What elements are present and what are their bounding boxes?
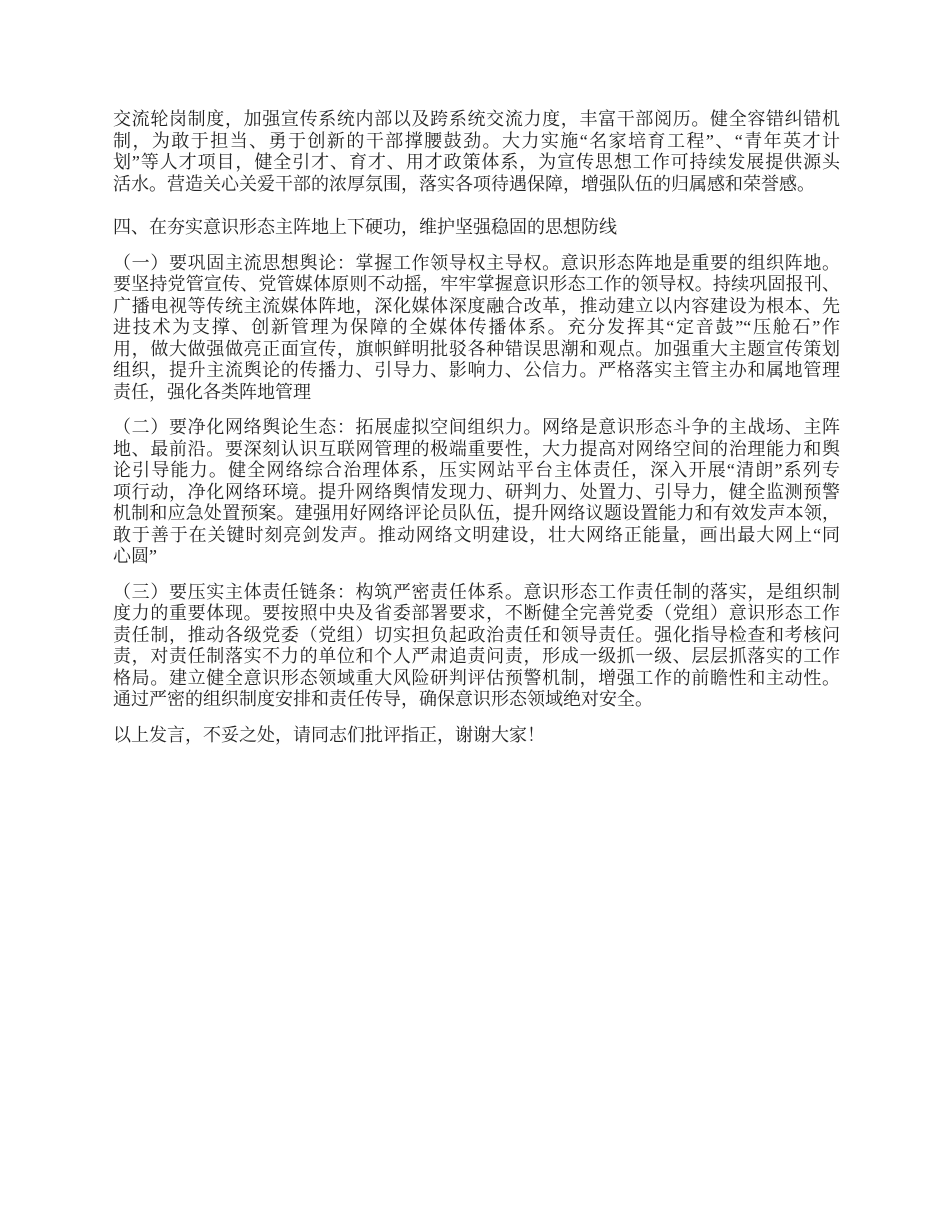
text-line: 项行动，净化网络环境。提升网络舆情发现力、研判力、处置力、引导力，健全监测预警 [113, 481, 840, 502]
text-line: 广播电视等传统主流媒体阵地，深化媒体深度融合改革，推动建立以内容建设为根本、先 [113, 295, 840, 316]
text-line: 划”等人才项目，健全引才、育才、用才政策体系，为宣传思想工作可持续发展提供源头 [113, 152, 840, 172]
text-line: 交流轮岗制度，加强宣传系统内部以及跨系统交流力度，丰富干部阅历。健全容错纠错机 [113, 109, 840, 129]
section-heading [113, 217, 840, 239]
text-line: 以上发言，不妥之处，请同志们批评指正，谢谢大家！ [113, 724, 545, 745]
paragraph [113, 417, 840, 568]
paragraph [113, 253, 840, 404]
text-line: （一）要巩固主流思想舆论：掌握工作领导权主导权。意识形态阵地是重要的组织阵地。 [113, 252, 840, 273]
text-line: 活水。营造关心关爱干部的浓厚氛围，落实各项待遇保障，增强队伍的归属感和荣誉感。 [113, 173, 815, 194]
text-line: 组织，提升主流舆论的传播力、引导力、影响力、公信力。严格落实主管主办和属地管理 [113, 360, 840, 380]
text-line: 进技术为支撑、创新管理为保障的全媒体传播体系。充分发挥其“定音鼓”“压舱石”作 [113, 317, 840, 337]
text-line: （二）要净化网络舆论生态：拓展虚拟空间组织力。网络是意识形态斗争的主战场、主阵 [113, 417, 840, 437]
document-content [113, 109, 840, 760]
text-line: 心圆” [113, 546, 157, 566]
text-line: 责任，强化各类阵地管理 [113, 381, 311, 402]
text-line: 责，对责任制落实不力的单位和个人严肃追责问责，形成一级抓一级、层层抓落实的工作 [113, 646, 840, 666]
text-line: 格局。建立健全意识形态领域重大风险研判评估预警机制，增强工作的前瞻性和主动性。 [113, 667, 840, 688]
text-line: 要坚持党管宣传、党管媒体原则不动摇，牢牢掌握意识形态工作的领导权。持续巩固报刊、 [113, 274, 840, 294]
text-line: 度力的重要体现。要按照中央及省委部署要求，不断健全完善党委（党组）意识形态工作 [113, 603, 840, 623]
text-line: 制，为敢于担当、勇于创新的干部撑腰鼓劲。大力实施“名家培育工程”、“青年英才计 [113, 130, 840, 151]
text-line: 敢于善于在关键时刻亮剑发声。推动网络文明建设，壮大网络正能量，画出最大网上“同 [113, 524, 840, 545]
text-line: 机制和应急处置预案。建强用好网络评论员队伍，提升网络议题设置能力和有效发声本领， [113, 503, 840, 523]
text-line: 四、在夯实意识形态主阵地上下硬功，维护坚强稳固的思想防线 [113, 217, 617, 237]
paragraph [113, 109, 840, 195]
paragraph [113, 582, 840, 711]
text-line: （三）要压实主体责任链条：构筑严密责任体系。意识形态工作责任制的落实，是组织制 [113, 581, 840, 602]
text-line: 通过严密的组织制度安排和责任传导，确保意识形态领域绝对安全。 [113, 689, 653, 709]
text-line: 地、最前沿。要深刻认识互联网管理的极端重要性，大力提高对网络空间的治理能力和舆 [113, 438, 840, 459]
paragraph [113, 725, 840, 747]
text-line: 责任制，推动各级党委（党组）切实担负起政治责任和领导责任。强化指导检查和考核问 [113, 624, 840, 645]
text-line: 用，做大做强做亮正面宣传，旗帜鲜明批驳各种错误思潮和观点。加强重大主题宣传策划 [113, 338, 840, 359]
text-line: 论引导能力。健全网络综合治理体系，压实网站平台主体责任，深入开展“清朗”系列专 [113, 460, 840, 480]
